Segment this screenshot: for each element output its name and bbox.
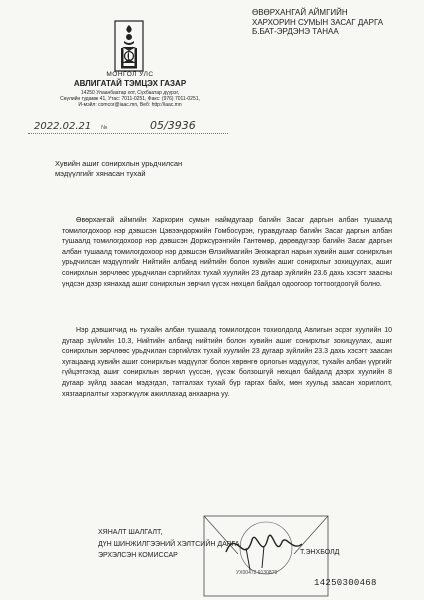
reference-date: 2022.02.21 [34, 121, 92, 132]
reference-number: 05/3936 [150, 119, 196, 132]
letter-subject [55, 159, 235, 179]
address-line: И-мэйл: comcor@iaac.mn, Веб: http://iaac.mn [78, 102, 182, 108]
recipient-line: ӨВӨРХАНГАЙ АЙМГИЙН [252, 8, 348, 17]
body-paragraph: Нэр дэвшигчид нь тухайн албан тушаалд томилогдсон тохиолдолд Авлигын эсрэг хуулийн 10 дугаар зүйлийн 10.3, Нийтийн албанд нийтийн болон хувийн ашиг сонирхлыг зохицуулах, ашиг сонирхлын зөрчлөөс урьдчилан сэргийлэх тухай хуулийн 23 дугаар зүйлийн 23.3 дахь хэсэгт заасан хугацаанд хувийн ашиг сонирхлын мэдүүлэг болон хөрөнгө орлогын мэдүүлэг, тухайн албан үүргийг гүйцэтгэхэд ашиг сонирхлын зөрчил үүссэн, үүсэж болзошгүй нөхцөл байдалд дээрх хуулийн 8 дугаар зүйлд заасан мэдэгдэл, татгалзах тухай бүр гаргах байх, мөн хуульд заасан хориглолт, хязгаарлалтыг хэрэгжүүлж ажиллахад анхаарна уу. [62, 327, 392, 398]
signatory-title [98, 527, 358, 562]
signatory-title-line: ХЯНАЛТ ШАЛГАЛТ, [98, 529, 163, 536]
stamp-code: УХ00472 9130879 [236, 570, 278, 576]
reference-dotted-rule [28, 133, 228, 134]
barcode-number: 14250300468 [314, 578, 377, 588]
body-paragraph: Өвөрхангай аймгийн Хархорин сумын наймдугаар багийн Засаг даргын албан тушаалд томилогдохоор нэр дэвшсэн Цэвээндоржийн Гомбосүрэн, гуравдугаар багийн Засаг даргын албан тушаалд томилогдохоор нэр дэвшсэн Доржсүрэнгийн Гантөмөр, дөрөвдүгээр багийн Засаг даргын албан тушаалд томилогдохоор нэр дэвшсэн Өлзиймагийн Энхжаргал нарын хувийн ашиг сонирхлын урьдчилсан мэдүүлгийг Нийтийн албанд нийтийн болон хувийн ашиг сонирхлыг зохицуулах, ашиг сонирхлын зөрчлөөс урьдчилан сэргийлэх тухай хуулийн 23 дугаар зүйлийн 23.6 дахь хэсэгт заасны үндсэн дээр хянахад ашиг сонирхлын зөрчил үүсэх нөхцөл байдал одоогоор тогтоогдоогүй болно. [62, 217, 392, 288]
letterhead-country: МОНГОЛ УЛС [106, 71, 154, 78]
reference-number-sign: № [101, 125, 108, 131]
address-line: 14250 Улаанбаатар хот, Сүхбаатар дүүрэг, [80, 90, 180, 96]
letterhead-org-name: АВЛИГАТАЙ ТЭМЦЭХ ГАЗАР [73, 79, 187, 88]
signatory-name: Т.ЭНХБОЛД [300, 549, 340, 556]
subject-line: Хувийн ашиг сонирхлын урьдчилсан [55, 159, 183, 168]
subject-line: мэдүүлгийг хянасан тухай [55, 169, 146, 178]
signatory-title-line: ДҮН ШИНЖИЛГЭЭНИЙ ХЭЛТСИЙН ДАРГА, [98, 540, 242, 548]
soyombo-emblem-icon [114, 20, 144, 72]
reference-line [28, 121, 228, 139]
signatory-title-line: ЭРХЭЛСЭН КОМИССАР [98, 552, 178, 559]
address-line: Сөүлийн гудамж 41, Утас: 7011-0251, Факс: (976) 7011-0251, [60, 96, 200, 102]
recipient-line: ХАРХОРИН СУМЫН ЗАСАГ ДАРГА [252, 17, 384, 27]
recipient-block [252, 8, 422, 37]
recipient-line: Б.БАТ-ЭРДЭНЭ ТАНАА [252, 27, 339, 36]
letterhead-address [40, 90, 220, 108]
